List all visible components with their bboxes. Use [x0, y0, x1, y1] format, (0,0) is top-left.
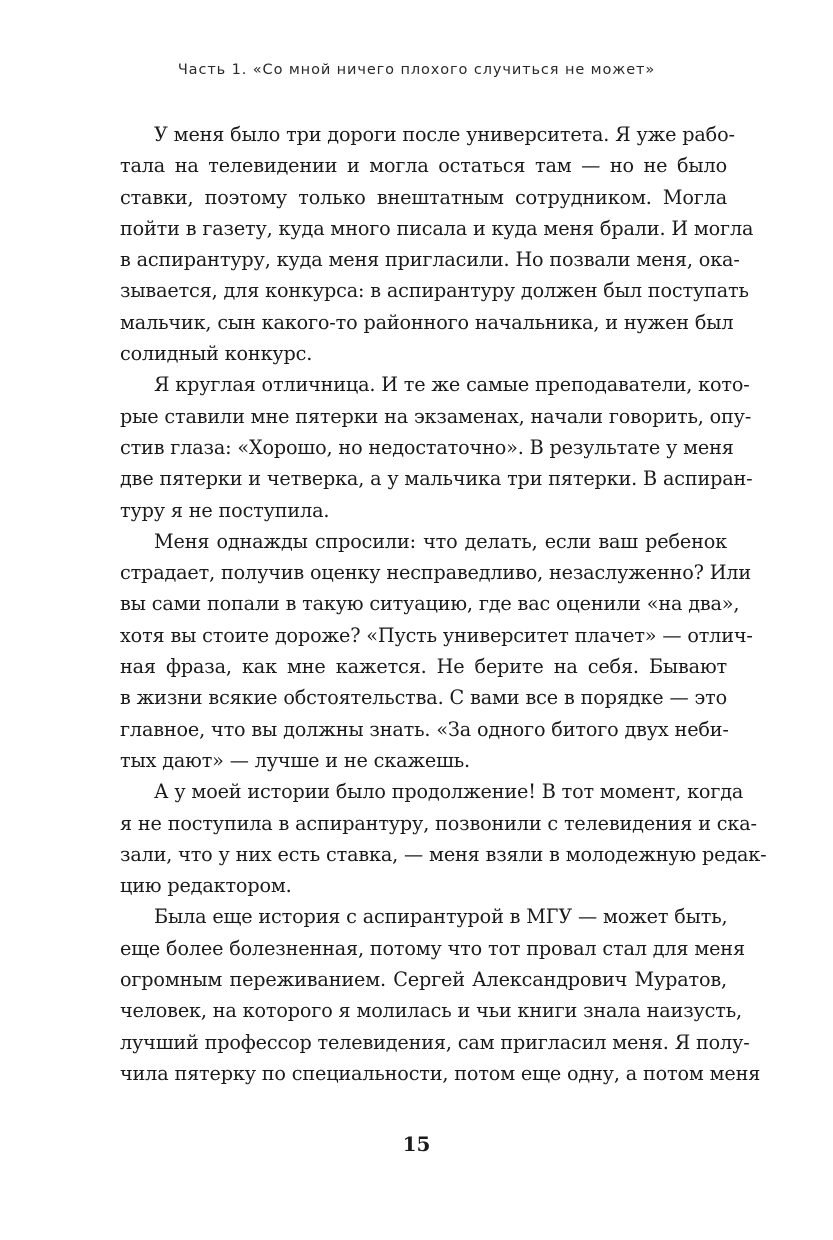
- paragraph-line: ставки, поэтому только внештатным сотрудником. Могла: [120, 185, 727, 209]
- paragraph-line: зывается, для конкурса: в аспирантуру должен был поступать: [120, 279, 749, 303]
- paragraph-line: в жизни всякие обстоятельства. С вами все в порядке — это: [120, 686, 727, 710]
- paragraph-line: стив глаза: «Хорошо, но недостаточно». В результате у меня: [120, 435, 734, 459]
- paragraph-line: страдает, получив оценку несправедливо, незаслуженно? Или: [120, 561, 751, 585]
- paragraph-line: вы сами попали в такую ситуацию, где вас оценили «на два»,: [120, 592, 740, 616]
- running-head: Часть 1. «Со мной ничего плохого случиться не может»: [177, 62, 656, 78]
- paragraph-line: цию редактором.: [120, 874, 292, 898]
- paragraph-line: зали, что у них есть ставка, — меня взяли в молодежную редак-: [120, 842, 767, 866]
- paragraph-line: тала на телевидении и могла остаться там — но не было: [120, 154, 727, 178]
- paragraph-line: я не поступила в аспирантуру, позвонили с телевидения и ска-: [120, 811, 757, 835]
- paragraph-line: пойти в газету, куда много писала и куда меня брали. И могла: [120, 216, 754, 240]
- paragraph-line: в аспирантуру, куда меня пригласили. Но позвали меня, ока-: [120, 248, 740, 272]
- paragraph-first-line: Меня однажды спросили: что делать, если ваш ребенок: [154, 529, 727, 553]
- body-text: [120, 119, 767, 1089]
- paragraph-line: тых дают» — лучше и не скажешь.: [120, 748, 471, 772]
- paragraph-line: огромным переживанием. Сергей Александрович Муратов,: [120, 968, 727, 992]
- paragraph-first-line: У меня было три дороги после университета. Я уже рабо-: [154, 123, 735, 146]
- paragraph-line: главное, что вы должны знать. «За одного битого двух неби-: [120, 717, 729, 741]
- paragraph-line: ная фраза, как мне кажется. Не берите на себя. Бывают: [120, 655, 727, 679]
- page-number: 15: [402, 1132, 431, 1156]
- paragraph-line: туру я не поступила.: [120, 498, 330, 522]
- paragraph-line: хотя вы стоите дороже? «Пусть университет плачет» — отлич-: [120, 623, 753, 647]
- paragraph-line: человек, на которого я молилась и чьи книги знала наизусть,: [120, 999, 742, 1023]
- paragraph-line: еще более болезненная, потому что тот провал стал для меня: [120, 936, 745, 960]
- paragraph-line: рые ставили мне пятерки на экзаменах, начали говорить, опу-: [120, 404, 752, 428]
- paragraph-line: чила пятерку по специальности, потом еще одну, а потом меня: [120, 1061, 761, 1085]
- paragraph-line: мальчик, сын какого-то районного начальника, и нужен был: [120, 310, 734, 334]
- paragraph-first-line: А у моей истории было продолжение! В тот момент, когда: [154, 780, 744, 804]
- paragraph-line: солидный конкурс.: [120, 342, 313, 366]
- paragraph-first-line: Я круглая отличница. И те же самые преподаватели, кото-: [154, 373, 750, 397]
- paragraph-line: две пятерки и четверка, а у мальчика три пятерки. В аспиран-: [120, 467, 753, 491]
- paragraph-first-line: Была еще история с аспирантурой в МГУ — может быть,: [154, 905, 728, 929]
- paragraph-line: лучший профессор телевидения, сам пригласил меня. Я полу-: [120, 1030, 750, 1054]
